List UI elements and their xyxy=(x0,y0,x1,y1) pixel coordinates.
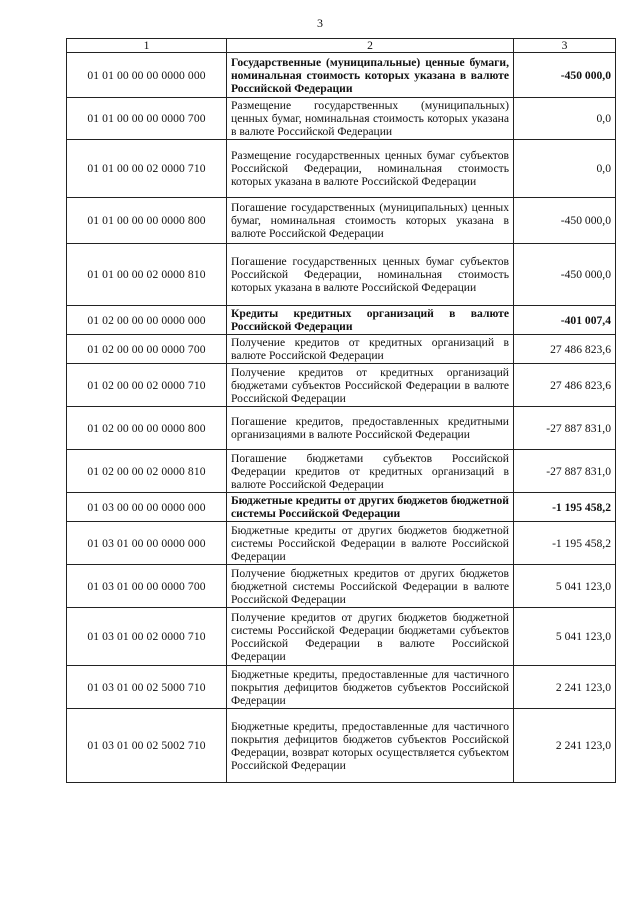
row-code: 01 03 01 00 02 5000 710 xyxy=(67,666,227,709)
row-amount: -401 007,4 xyxy=(514,306,616,335)
row-amount: -450 000,0 xyxy=(514,53,616,98)
table-row xyxy=(67,493,616,522)
table-row xyxy=(67,244,616,306)
row-name: Получение кредитов от других бюджетов бюджетной системы Российской Федерации бюджетами субъектов Российской Федерации в валюте Российской Федерации xyxy=(227,608,514,666)
row-amount: -450 000,0 xyxy=(514,198,616,244)
table-row xyxy=(67,709,616,783)
row-code: 01 02 00 00 00 0000 700 xyxy=(67,335,227,364)
table-row xyxy=(67,140,616,198)
row-name: Размещение государственных (муниципальных) ценных бумаг, номинальная стоимость которых указана в валюте Российской Федерации xyxy=(227,98,514,140)
column-header-amount: 3 xyxy=(514,39,616,53)
row-amount: 27 486 823,6 xyxy=(514,364,616,407)
table-row xyxy=(67,198,616,244)
row-code: 01 01 00 00 00 0000 700 xyxy=(67,98,227,140)
row-amount: 0,0 xyxy=(514,98,616,140)
column-header-name: 2 xyxy=(227,39,514,53)
row-code: 01 03 01 00 02 0000 710 xyxy=(67,608,227,666)
row-name: Погашение бюджетами субъектов Российской Федерации кредитов от кредитных организаций в валюте Российской Федерации xyxy=(227,450,514,493)
row-code: 01 01 00 00 02 0000 710 xyxy=(67,140,227,198)
row-code: 01 03 01 00 00 0000 700 xyxy=(67,565,227,608)
row-amount: 27 486 823,6 xyxy=(514,335,616,364)
row-name: Бюджетные кредиты, предоставленные для частичного покрытия дефицитов бюджетов субъектов Российской Федерации, возврат которых осуществляется субъектом Российской Федерации xyxy=(227,709,514,783)
row-name: Получение кредитов от кредитных организаций бюджетами субъектов Российской Федерации в валюте Российской Федерации xyxy=(227,364,514,407)
row-amount: -27 887 831,0 xyxy=(514,407,616,450)
row-name: Кредиты кредитных организаций в валюте Российской Федерации xyxy=(227,306,514,335)
row-amount: 0,0 xyxy=(514,140,616,198)
row-amount: -1 195 458,2 xyxy=(514,493,616,522)
table-row xyxy=(67,98,616,140)
table-row xyxy=(67,608,616,666)
budget-sources-table xyxy=(66,38,616,783)
row-code: 01 01 00 00 00 0000 800 xyxy=(67,198,227,244)
table-body xyxy=(67,53,616,783)
row-code: 01 03 01 00 00 0000 000 xyxy=(67,522,227,565)
table-row xyxy=(67,565,616,608)
row-name: Государственные (муниципальные) ценные бумаги, номинальная стоимость которых указана в валюте Российской Федерации xyxy=(227,53,514,98)
table-row xyxy=(67,364,616,407)
row-amount: 5 041 123,0 xyxy=(514,608,616,666)
row-amount: 5 041 123,0 xyxy=(514,565,616,608)
row-code: 01 02 00 00 02 0000 810 xyxy=(67,450,227,493)
row-code: 01 02 00 00 02 0000 710 xyxy=(67,364,227,407)
column-header-code: 1 xyxy=(67,39,227,53)
row-code: 01 03 01 00 02 5002 710 xyxy=(67,709,227,783)
row-code: 01 01 00 00 00 0000 000 xyxy=(67,53,227,98)
row-amount: -450 000,0 xyxy=(514,244,616,306)
row-name: Погашение государственных (муниципальных) ценных бумаг, номинальная стоимость которых указана в валюте Российской Федерации xyxy=(227,198,514,244)
table-row xyxy=(67,522,616,565)
row-name: Бюджетные кредиты от других бюджетов бюджетной системы Российской Федерации xyxy=(227,493,514,522)
row-name: Бюджетные кредиты, предоставленные для частичного покрытия дефицитов бюджетов субъектов Российской Федерации xyxy=(227,666,514,709)
row-name: Погашение кредитов, предоставленных кредитными организациями в валюте Российской Федерации xyxy=(227,407,514,450)
table-row xyxy=(67,335,616,364)
table-header-row xyxy=(67,39,616,53)
row-code: 01 02 00 00 00 0000 000 xyxy=(67,306,227,335)
table-row xyxy=(67,450,616,493)
row-name: Размещение государственных ценных бумаг субъектов Российской Федерации, номинальная стоимость которых указана в валюте Российской Федерации xyxy=(227,140,514,198)
row-code: 01 02 00 00 00 0000 800 xyxy=(67,407,227,450)
row-name: Бюджетные кредиты от других бюджетов бюджетной системы Российской Федерации в валюте Российской Федерации xyxy=(227,522,514,565)
table-row xyxy=(67,666,616,709)
row-name: Получение бюджетных кредитов от других бюджетов бюджетной системы Российской Федерации в валюте Российской Федерации xyxy=(227,565,514,608)
row-code: 01 03 00 00 00 0000 000 xyxy=(67,493,227,522)
table-row xyxy=(67,53,616,98)
table-row xyxy=(67,407,616,450)
row-amount: -1 195 458,2 xyxy=(514,522,616,565)
row-code: 01 01 00 00 02 0000 810 xyxy=(67,244,227,306)
page-number: 3 xyxy=(317,16,323,30)
row-amount: 2 241 123,0 xyxy=(514,709,616,783)
row-amount: 2 241 123,0 xyxy=(514,666,616,709)
row-amount: -27 887 831,0 xyxy=(514,450,616,493)
table-row xyxy=(67,306,616,335)
row-name: Получение кредитов от кредитных организаций в валюте Российской Федерации xyxy=(227,335,514,364)
row-name: Погашение государственных ценных бумаг субъектов Российской Федерации, номинальная стоимость которых указана в валюте Российской Федерации xyxy=(227,244,514,306)
